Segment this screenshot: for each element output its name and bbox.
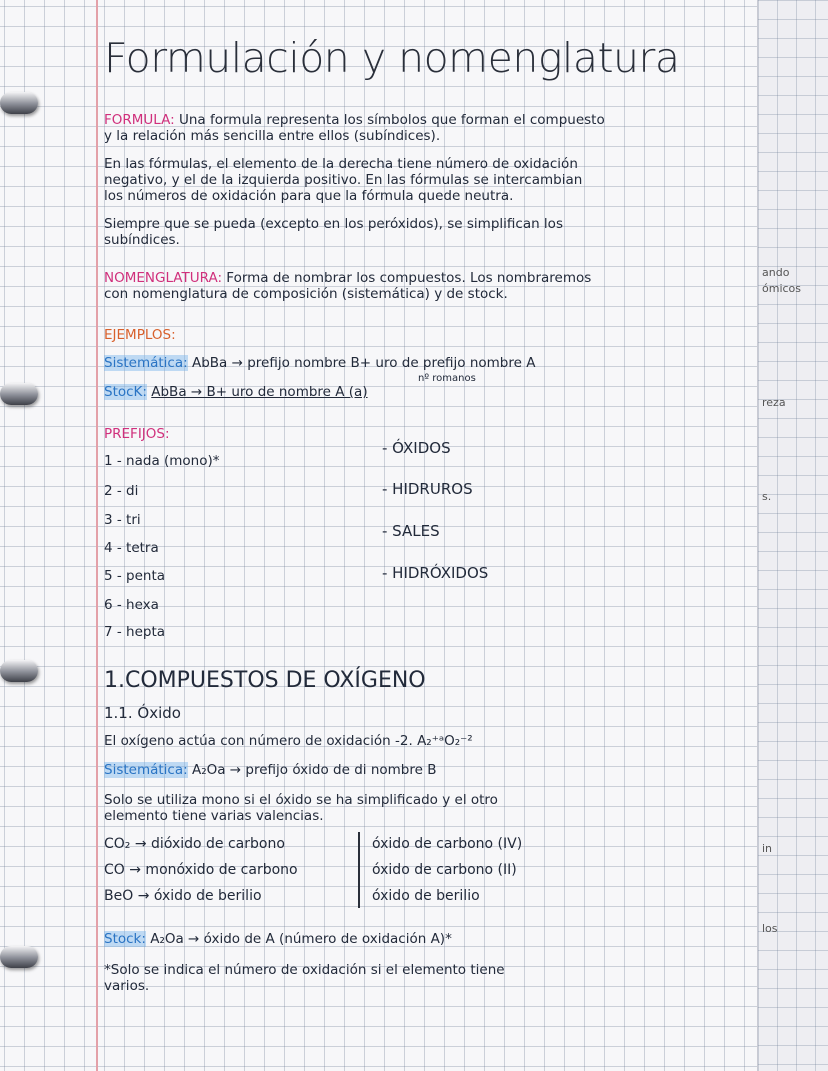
formula-line-2: y la relación más sencilla entre ellos (subíndices). bbox=[104, 128, 441, 144]
binder-ring bbox=[0, 660, 38, 682]
binder-ring bbox=[0, 946, 38, 968]
category-item: - ÓXIDOS bbox=[382, 439, 451, 457]
para2-line-1: Siempre que se pueda (excepto en los peróxidos), se simplifican los bbox=[104, 216, 563, 232]
ejemplo-stock bbox=[104, 384, 368, 400]
example-formula: CO₂ → dióxido de carbono bbox=[104, 836, 285, 852]
section-note-1: Solo se utiliza mono si el óxido se ha simplificado y el otro bbox=[104, 792, 498, 808]
margin-note: los bbox=[762, 922, 778, 935]
section-sistematica-text: A₂Oa → prefijo óxido de di nombre B bbox=[191, 762, 437, 778]
category-item: - SALES bbox=[382, 522, 440, 540]
binder-ring bbox=[0, 92, 38, 114]
ejemplo-sistematica bbox=[104, 355, 535, 371]
para1-line-1: En las fórmulas, el elemento de la derecha tiene número de oxidación bbox=[104, 156, 578, 172]
section-stock-label: Stock: bbox=[104, 931, 146, 947]
example-stock: óxido de carbono (IV) bbox=[372, 836, 523, 852]
section-subheading: 1.1. Óxido bbox=[104, 704, 181, 722]
prefijo-item: 1 - nada (mono)* bbox=[104, 453, 220, 469]
prefijo-item: 7 - hepta bbox=[104, 624, 166, 640]
margin-note: ando bbox=[762, 266, 790, 279]
section-heading: 1.COMPUESTOS DE OXÍGENO bbox=[104, 668, 426, 693]
section-stock-text: A₂Oa → óxido de A (número de oxidación A)* bbox=[150, 931, 452, 947]
footnote-line-1: *Solo se indica el número de oxidación si el elemento tiene bbox=[104, 962, 505, 978]
footnote-line-2: varios. bbox=[104, 978, 150, 994]
nomenglatura-line-2: con nomenglatura de composición (sistemática) y de stock. bbox=[104, 286, 508, 302]
next-page-edge bbox=[757, 0, 828, 1071]
section-sistematica bbox=[104, 762, 436, 778]
margin-note: ómicos bbox=[762, 282, 802, 295]
prefijo-item: 3 - tri bbox=[104, 512, 141, 528]
stock-label: StocK: bbox=[104, 384, 147, 400]
section-note-2: elemento tiene varias valencias. bbox=[104, 808, 324, 824]
nomenglatura-line-1 bbox=[104, 270, 591, 286]
prefijo-item: 4 - tetra bbox=[104, 540, 159, 556]
formula-label: FORMULA: bbox=[104, 112, 175, 128]
margin-note: s. bbox=[762, 490, 772, 503]
prefijo-item: 6 - hexa bbox=[104, 597, 159, 613]
prefijo-item: 5 - penta bbox=[104, 568, 166, 584]
margin-line bbox=[96, 0, 98, 1071]
nomenglatura-text-1: Forma de nombrar los compuestos. Los nombraremos bbox=[226, 270, 592, 286]
category-item: - HIDRÓXIDOS bbox=[382, 564, 489, 582]
sistematica-text: AbBa → prefijo nombre B+ uro de prefijo nombre A bbox=[191, 355, 536, 371]
sistematica-label: Sistemática: bbox=[104, 355, 188, 371]
prefijos-label: PREFIJOS: bbox=[104, 426, 170, 442]
example-formula: CO → monóxido de carbono bbox=[104, 862, 298, 878]
example-formula: BeO → óxido de berilio bbox=[104, 888, 262, 904]
example-stock: óxido de carbono (II) bbox=[372, 862, 517, 878]
section-line-1: El oxígeno actúa con número de oxidación -2. A₂⁺ᵃO₂⁻² bbox=[104, 733, 473, 749]
section-sistematica-label: Sistemática: bbox=[104, 762, 188, 778]
para2-line-2: subíndices. bbox=[104, 232, 180, 248]
stock-text: AbBa → B+ uro de nombre A (a) bbox=[151, 384, 368, 400]
formula-line-1 bbox=[104, 112, 605, 128]
binder-ring bbox=[0, 383, 38, 405]
numeros-romanos-note: nº romanos bbox=[418, 373, 476, 384]
para1-line-2: negativo, y el de la izquierda positivo. En las fórmulas se intercambian bbox=[104, 172, 583, 188]
nomenglatura-label: NOMENGLATURA: bbox=[104, 270, 222, 286]
example-stock: óxido de berilio bbox=[372, 888, 480, 904]
para1-line-3: los números de oxidación para que la fórmula quede neutra. bbox=[104, 188, 514, 204]
margin-note: in bbox=[762, 842, 773, 855]
section-stock bbox=[104, 931, 452, 947]
prefijo-item: 2 - di bbox=[104, 483, 139, 499]
page-title: Formulación y nomenglatura bbox=[104, 34, 680, 82]
margin-note: reza bbox=[762, 396, 786, 409]
category-item: - HIDRUROS bbox=[382, 480, 473, 498]
ejemplos-label: EJEMPLOS: bbox=[104, 327, 176, 343]
example-divider bbox=[358, 832, 360, 908]
formula-text-1: Una formula representa los símbolos que forman el compuesto bbox=[178, 112, 605, 128]
